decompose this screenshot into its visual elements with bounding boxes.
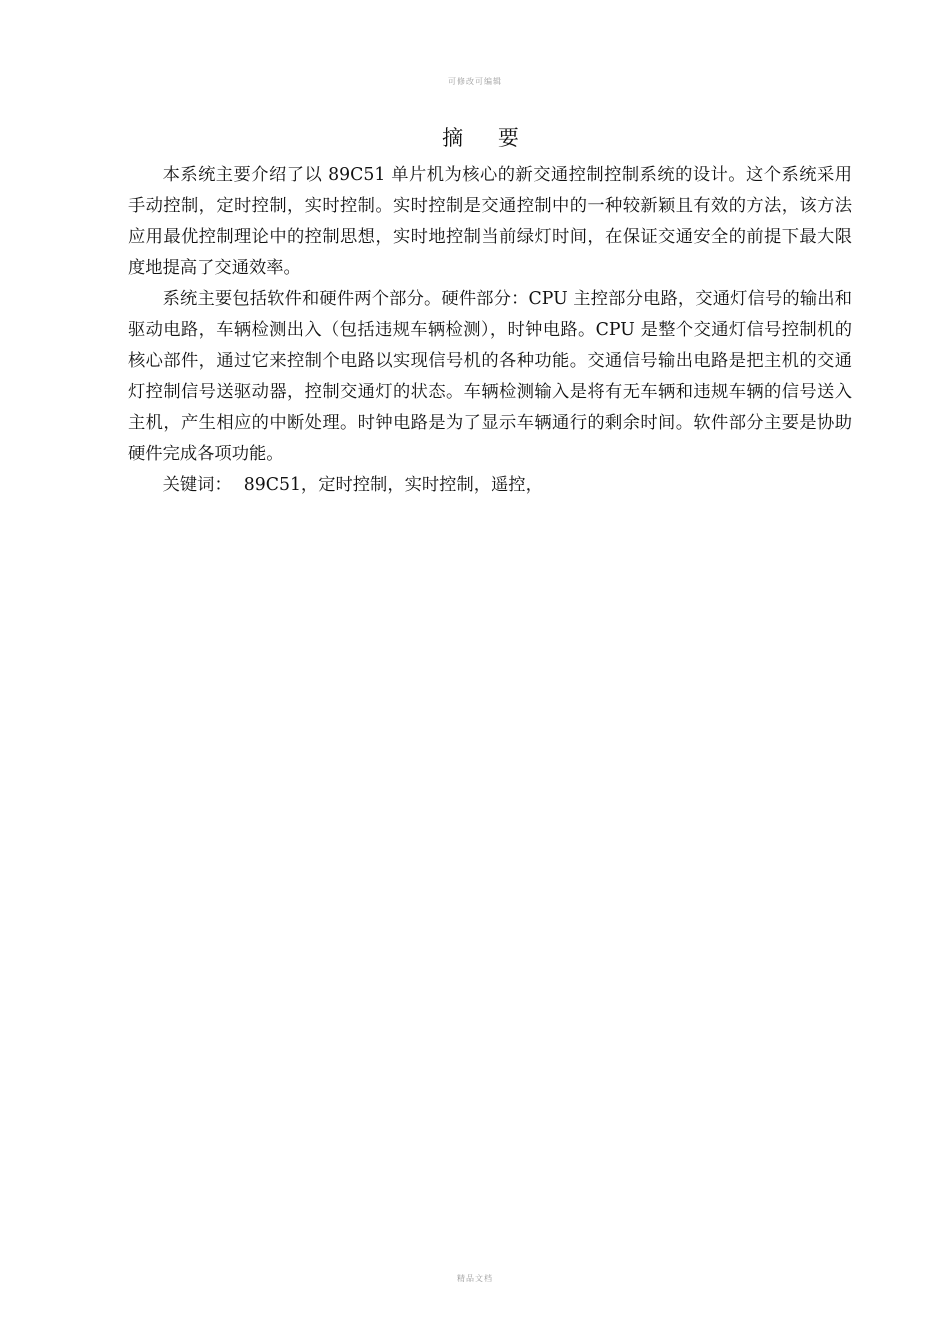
abstract-paragraph-1: 本系统主要介绍了以 89C51 单片机为核心的新交通控制控制系统的设计。这个系统采用手动控制，定时控制，实时控制。实时控制是交通控制中的一种较新颖且有效的方法，该方法应用最优控制理论中的控制思想，实时地控制当前绿灯时间，在保证交通安全的前提下最大限度地提高了交通效率。: [128, 165, 852, 278]
abstract-paragraph-2: 系统主要包括软件和硬件两个部分。硬件部分：CPU 主控部分电路，交通灯信号的输出和驱动电路，车辆检测出入（包括违规车辆检测），时钟电路。CPU 是整个交通灯信号控制机的核心部件，通过它来控制个电路以实现信号机的各种功能。交通信号输出电路是把主机的交通灯控制信号送驱动器，控制交通灯的状态。车辆检测输入是将有无车辆和违规车辆的信号送入主机，产生相应的中断处理。时钟电路是为了显示车辆通行的剩余时间。软件部分主要是协助硬件完成各项功能。: [128, 289, 852, 464]
page-title: 摘 要: [442, 126, 533, 150]
header-watermark: 可修改可编辑: [448, 77, 502, 86]
keywords-value: 89C51，定时控制，实时控制，遥控，: [243, 475, 543, 495]
keywords-label: 关键词：: [162, 475, 232, 495]
footer-watermark: 精品文档: [457, 1274, 493, 1283]
keywords-line: [128, 470, 852, 501]
abstract-body: [128, 160, 852, 501]
